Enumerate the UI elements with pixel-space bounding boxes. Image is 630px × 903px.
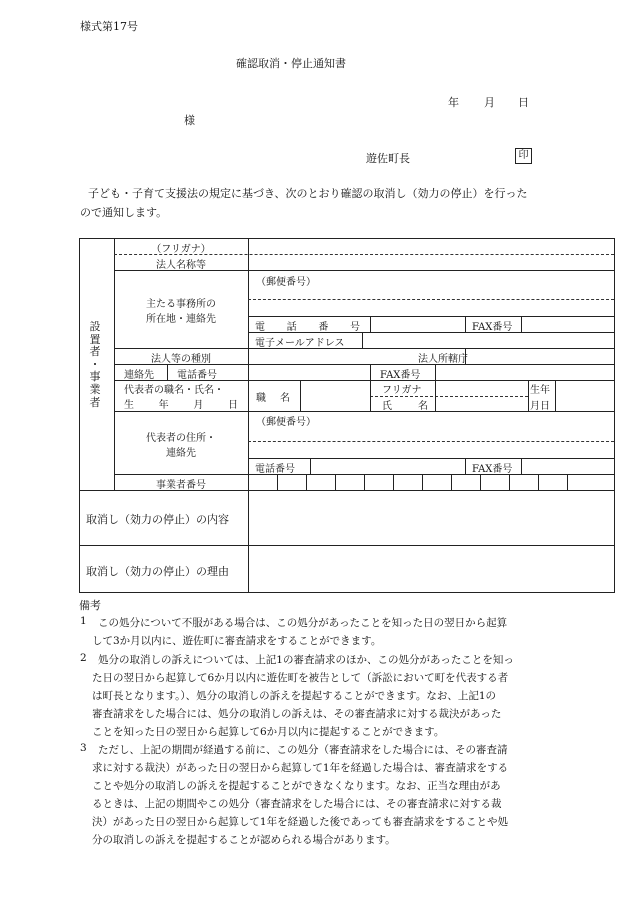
intro-line-1: 子ども・子育て支援法の規定に基づき、次のとおり確認の取消し（効力の停止）を行った [88,187,528,200]
rep-address-label-2: 連絡先 [166,448,196,459]
note-text-line: して3か月以内に、遊佐町に審査請求をすることができます。 [92,635,382,647]
full-name-label: 氏 名 [382,401,428,412]
rep-title-label-2: 生 年 月 日 [124,400,238,411]
note-number: 1 [80,615,87,627]
fax-label: FAX番号 [472,322,513,333]
note-text-line: ただし、上記の期間が経過する前に、この処分（審査請求をした場合には、その審査請 [98,744,508,756]
note-text-line: 分の取消しの訴えを提起することが認められる場合があります。 [92,834,396,846]
seal-mark: 印 [515,148,532,164]
rep-title-label-1: 代表者の職名・氏名・ [124,385,224,396]
birth-label-2: 月日 [530,401,550,412]
date-month: 月 [484,96,495,109]
job-title-label: 職 名 [256,393,290,404]
rep-phone-label: 電話番号 [255,464,295,475]
note-text-line: るときは、上記の期間やこの処分（審査請求をした場合には、その審査請求に対する裁 [92,798,502,810]
note-text-line: この処分について不服がある場合は、この処分があったことを知った日の翌日から起算 [98,617,508,629]
office-address-label-2: 所在地・連絡先 [146,314,216,325]
business-number-label: 事業者番号 [156,480,206,491]
note-number: 3 [80,742,87,754]
office-address-label-1: 主たる事務所の [146,299,216,310]
furigana-short-label: フリガナ [382,385,422,396]
note-text-line: ことや処分の取消しの訴えを提起することができなくなります。なお、正当な理由があ [92,780,501,792]
addressee-suffix: 様 [184,114,195,127]
postal-code-label: （郵便番号） [256,277,316,288]
issuer-name: 遊佐町長 [366,152,410,165]
email-label: 電子メールアドレス [255,338,345,349]
form-number: 様式第17号 [80,20,138,33]
cancel-reason-label: 取消し（効力の停止）の理由 [86,565,229,578]
date-year: 年 [448,96,459,109]
note-text-line: は町長となります。）、処分の取消しの訴えを提起することができます。なお、上記1の [92,690,496,702]
rep-postal-code-label: （郵便番号） [256,417,316,428]
note-text-line: た日の翌日から起算して6か月以内に遊佐町を被告として（訴訟において町を代表する者 [92,672,509,684]
notes-heading: 備考 [79,599,101,612]
rep-fax-label: FAX番号 [472,464,513,475]
fax-number-label: FAX番号 [380,370,421,381]
note-text-line: 審査請求をした場合には、処分の取消しの訴えは、その審査請求に対する裁決があった [92,708,502,720]
date-day: 日 [518,96,529,109]
cancel-content-label: 取消し（効力の停止）の内容 [86,513,229,526]
document-title: 確認取消・停止通知書 [236,57,346,70]
corp-type-label: 法人等の種別 [151,354,211,365]
corp-authority-label: 法人所轄庁 [418,354,468,365]
contact-label: 連絡先 [124,370,154,381]
corp-name-label: 法人名称等 [156,260,206,271]
phone-label: 電 話 番 号 [255,322,360,333]
note-text-line: 求に対する裁決）があった日の翌日から起算して1年を経過した場合は、審査請求をする [92,762,509,774]
note-text-line: ことを知った日の翌日から起算して6か月以内に提起することができます。 [92,726,445,738]
furigana-label: （フリガナ） [151,244,211,255]
note-number: 2 [80,652,87,664]
group-label-installer: 設 置 者 ・ 事 業 者 [89,320,101,409]
note-text-line: 処分の取消しの訴えについては、上記1の審査請求のほか、この処分があったことを知っ [98,654,514,666]
birth-label-1: 生年 [530,385,550,396]
rep-address-label-1: 代表者の住所・ [146,433,216,444]
note-text-line: 決）があった日の翌日から起算して1年を経過した後であっても審査請求をすることや処 [92,816,508,828]
intro-line-2: ので通知します。 [80,206,168,219]
phone-number-label: 電話番号 [177,370,217,381]
